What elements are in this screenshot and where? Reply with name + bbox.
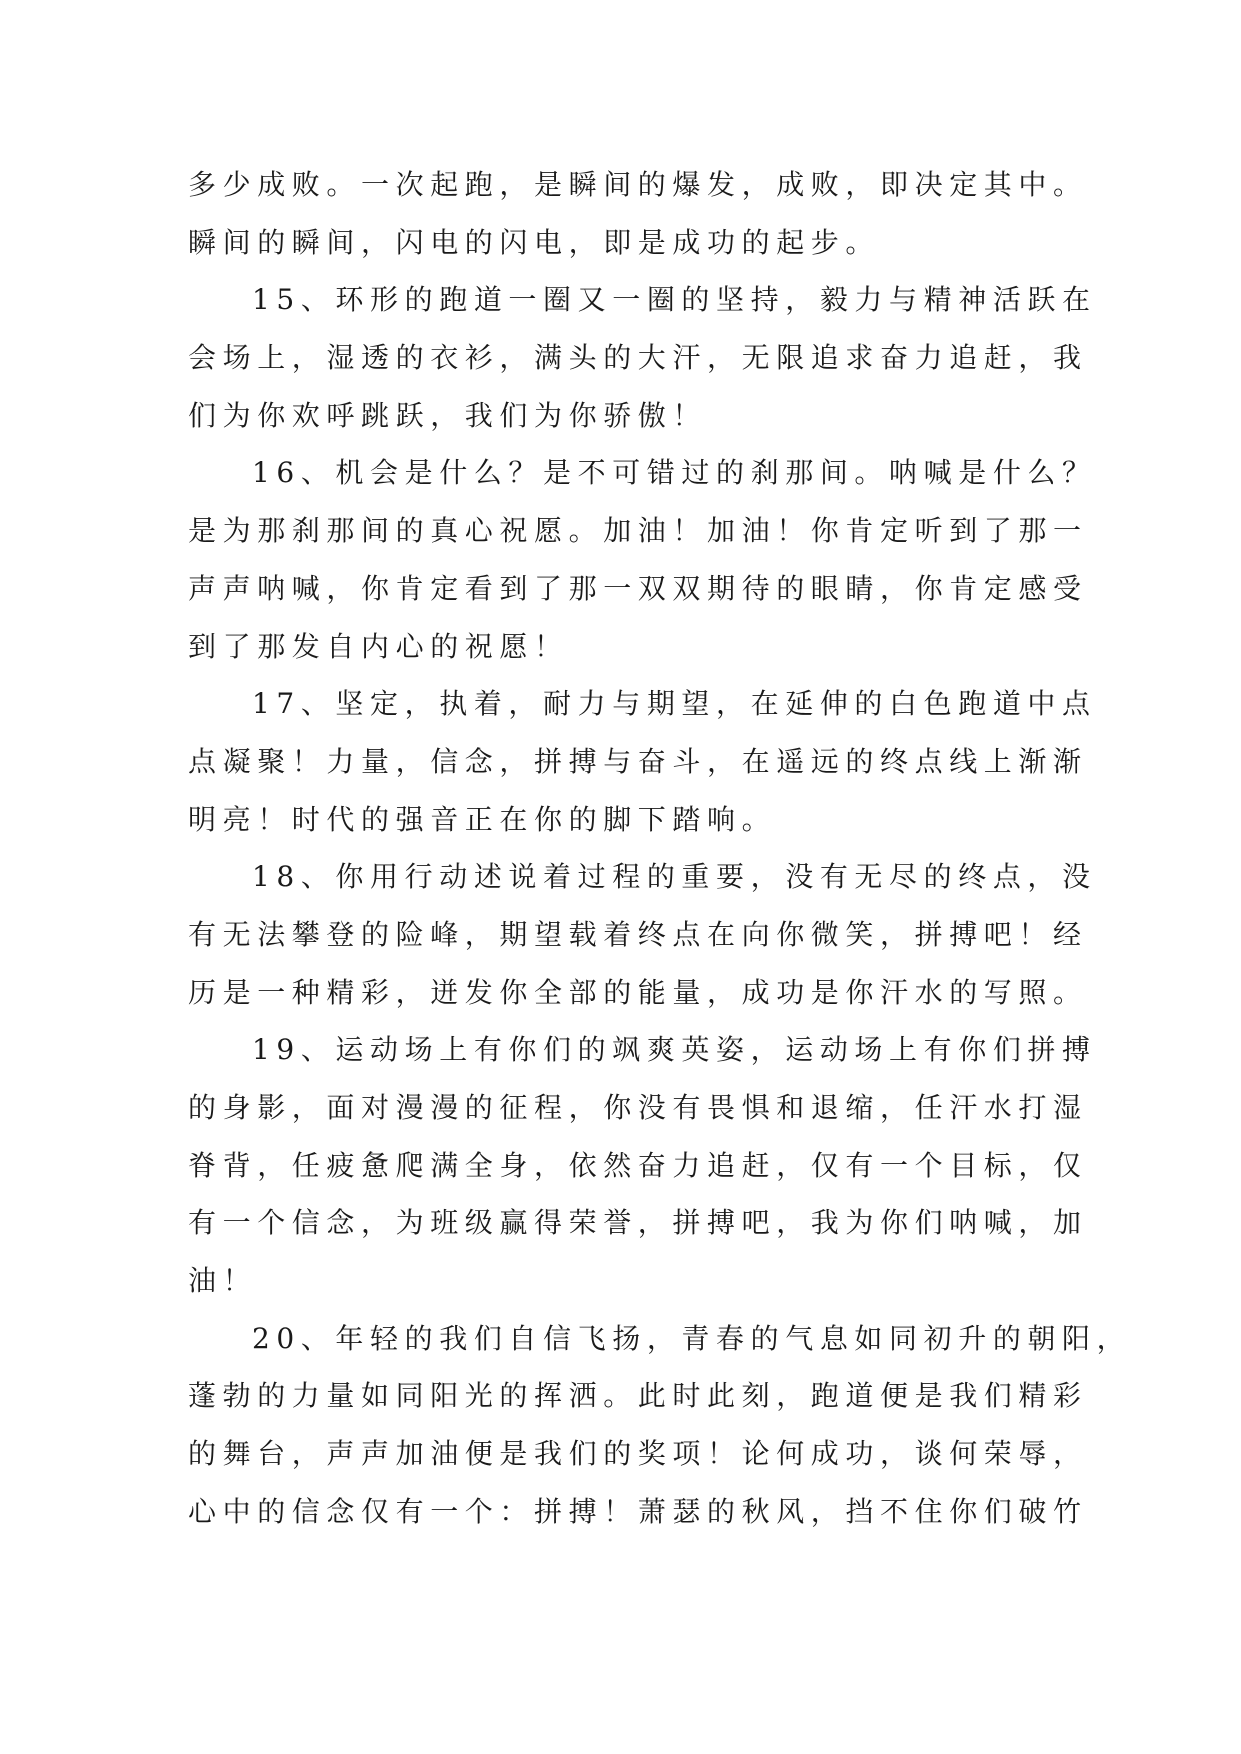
document-body [188, 156, 1132, 1541]
text-line: 明亮！时代的强音正在你的脚下踏响。 [188, 802, 777, 836]
text-line: 声声呐喊，你肯定看到了那一双双期待的眼睛，你肯定感受 [188, 571, 1088, 605]
text-line: 有无法攀登的险峰，期望载着终点在向你微笑，拼搏吧！经 [188, 917, 1088, 951]
text-line: 心中的信念仅有一个：拼搏！萧瑟的秋风，挡不住你们破竹 [188, 1494, 1088, 1528]
paragraph-18-start: 18、你用行动述说着过程的重要，没有无尽的终点，没 [252, 860, 1097, 894]
text-line: 点凝聚！力量，信念，拼搏与奋斗，在遥远的终点线上渐渐 [188, 744, 1088, 778]
text-line: 的舞台，声声加油便是我们的奖项！论何成功，谈何荣辱， [188, 1437, 1088, 1471]
text-line: 瞬间的瞬间，闪电的闪电，即是成功的起步。 [188, 225, 881, 259]
text-line: 蓬勃的力量如同阳光的挥洒。此时此刻，跑道便是我们精彩 [188, 1379, 1088, 1413]
text-line: 有一个信念，为班级赢得荣誉，拼搏吧，我为你们呐喊，加 [188, 1206, 1088, 1240]
text-line: 脊背，任疲惫爬满全身，依然奋力追赶，仅有一个目标，仅 [188, 1148, 1088, 1182]
text-line: 是为那刹那间的真心祝愿。加油！加油！你肯定听到了那一 [188, 514, 1088, 548]
paragraph-19-start: 19、运动场上有你们的飒爽英姿，运动场上有你们拼搏 [252, 1033, 1097, 1067]
text-line: 多少成败。一次起跑，是瞬间的爆发，成败，即决定其中。 [188, 168, 1088, 201]
paragraph-17-start: 17、坚定，执着，耐力与期望，在延伸的白色跑道中点 [252, 687, 1097, 721]
text-line: 的身影，面对漫漫的征程，你没有畏惧和退缩，任汗水打湿 [188, 1091, 1088, 1124]
paragraph-16-start: 16、机会是什么？是不可错过的刹那间。呐喊是什么？ [252, 456, 1097, 490]
text-line: 到了那发自内心的祝愿！ [188, 629, 569, 663]
text-line: 们为你欢呼跳跃，我们为你骄傲！ [188, 398, 708, 432]
paragraph-20-start: 20、年轻的我们自信飞扬，青春的气息如同初升的朝阳， [252, 1321, 1132, 1355]
text-line: 会场上，湿透的衣衫，满头的大汗，无限追求奋力追赶，我 [188, 341, 1088, 375]
text-line: 油！ [188, 1264, 258, 1298]
text-line: 历是一种精彩，迸发你全部的能量，成功是你汗水的写照。 [188, 975, 1088, 1009]
paragraph-15-start: 15、环形的跑道一圈又一圈的坚持，毅力与精神活跃在 [252, 283, 1097, 317]
